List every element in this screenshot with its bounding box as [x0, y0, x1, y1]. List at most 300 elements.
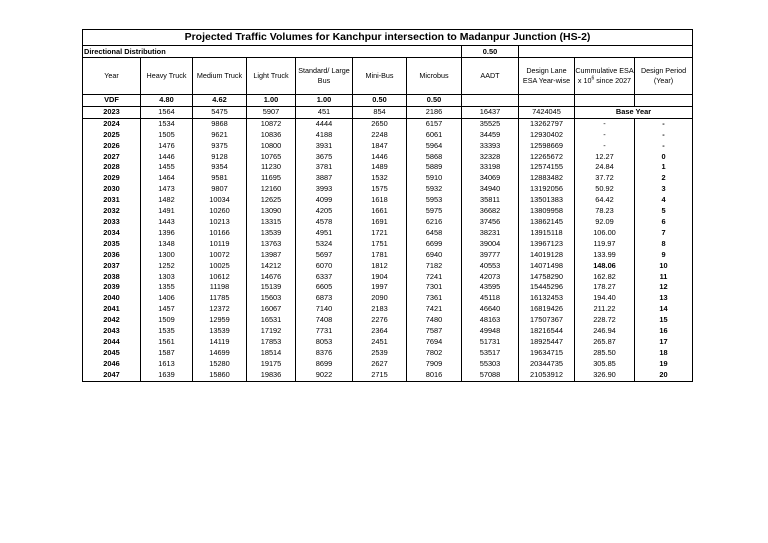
cell-microbus: 7182 — [407, 261, 462, 272]
cell-aadt: 40553 — [462, 261, 519, 272]
cell-large-bus: 4951 — [296, 228, 353, 239]
header-mini-bus: Mini-Bus — [353, 58, 407, 95]
cell-year: 2030 — [83, 184, 141, 195]
cell-year: 2045 — [83, 348, 141, 359]
cell-mini-bus: 1812 — [353, 261, 407, 272]
cell-year: 2037 — [83, 261, 141, 272]
cell-cumulative-esa: - — [575, 141, 635, 152]
cell-mini-bus: 2276 — [353, 315, 407, 326]
cell-heavy-truck: 1561 — [141, 337, 193, 348]
cell-mini-bus: 2248 — [353, 130, 407, 141]
cell-microbus: 7587 — [407, 326, 462, 337]
table-row — [83, 228, 693, 239]
cell-cumulative-esa: 194.40 — [575, 293, 635, 304]
cell-medium-truck: 10034 — [193, 195, 247, 206]
cell-aadt: 35525 — [462, 118, 519, 129]
cell-design-period: - — [635, 130, 693, 141]
cell-design-lane-esa: 12930402 — [519, 130, 575, 141]
cell-light-truck: 11230 — [247, 162, 296, 173]
cell-large-bus: 3887 — [296, 173, 353, 184]
cell-mini-bus: 1691 — [353, 217, 407, 228]
cell-large-bus: 4099 — [296, 195, 353, 206]
cell-design-period: 6 — [635, 217, 693, 228]
header-large-bus: Standard/ Large Bus — [296, 58, 353, 95]
header-cumulative-esa: Cummulative ESA x $10^6$ since 2027 — [575, 58, 635, 95]
table-row — [83, 118, 693, 129]
cell-design-period: 5 — [635, 206, 693, 217]
table-row — [83, 195, 693, 206]
cell-microbus: 6699 — [407, 239, 462, 250]
cell-large-bus: 4205 — [296, 206, 353, 217]
cell-heavy-truck: 1505 — [141, 130, 193, 141]
cell-year: 2028 — [83, 162, 141, 173]
cell-cumulative-esa: 133.99 — [575, 250, 635, 261]
vdf-empty — [462, 95, 519, 107]
cell-design-lane-esa: 17507367 — [519, 315, 575, 326]
cell-aadt: 35811 — [462, 195, 519, 206]
cell-light-truck: 19836 — [247, 370, 296, 381]
cell-heavy-truck: 1252 — [141, 261, 193, 272]
cell-light-truck: 14212 — [247, 261, 296, 272]
cell-light-truck: 10872 — [247, 118, 296, 129]
directional-distribution-label: Directional Distribution — [83, 46, 407, 58]
cell-year: 2041 — [83, 304, 141, 315]
cell-year: 2032 — [83, 206, 141, 217]
cell-design-lane-esa: 12883482 — [519, 173, 575, 184]
cell-microbus: 7694 — [407, 337, 462, 348]
cell-design-lane-esa: 13915118 — [519, 228, 575, 239]
cell-large-bus: 4188 — [296, 130, 353, 141]
cell-heavy-truck: 1464 — [141, 173, 193, 184]
cell-heavy-truck: 1482 — [141, 195, 193, 206]
table-row — [83, 130, 693, 141]
cell-heavy-truck: 1473 — [141, 184, 193, 195]
cell-design-lane-esa: 14019128 — [519, 250, 575, 261]
table-row — [83, 106, 693, 118]
cell-aadt: 32328 — [462, 152, 519, 163]
cell-microbus: 7361 — [407, 293, 462, 304]
cell-design-lane-esa: 13809958 — [519, 206, 575, 217]
header-medium-truck: Medium Truck — [193, 58, 247, 95]
cell-cumulative-esa: 305.85 — [575, 359, 635, 370]
cell-aadt: 51731 — [462, 337, 519, 348]
cell-large-bus: 451 — [296, 106, 353, 118]
cell-medium-truck: 9354 — [193, 162, 247, 173]
cell-year: 2023 — [83, 106, 141, 118]
cell-heavy-truck: 1535 — [141, 326, 193, 337]
cell-cumulative-esa: - — [575, 118, 635, 129]
cell-design-lane-esa: 13501383 — [519, 195, 575, 206]
cell-light-truck: 15603 — [247, 293, 296, 304]
cell-design-lane-esa: 7424045 — [519, 106, 575, 118]
cell-light-truck: 5907 — [247, 106, 296, 118]
directional-distribution-value: 0.50 — [462, 46, 519, 58]
cell-year: 2043 — [83, 326, 141, 337]
cell-aadt: 16437 — [462, 106, 519, 118]
cell-design-lane-esa: 12574155 — [519, 162, 575, 173]
cell-year: 2035 — [83, 239, 141, 250]
header-aadt: AADT — [462, 58, 519, 95]
vdf-large-bus: 1.00 — [296, 95, 353, 107]
cell-aadt: 34940 — [462, 184, 519, 195]
cell-microbus: 5964 — [407, 141, 462, 152]
cell-light-truck: 10800 — [247, 141, 296, 152]
table-body — [83, 106, 693, 381]
cell-light-truck: 18514 — [247, 348, 296, 359]
header-year: Year — [83, 58, 141, 95]
cell-large-bus: 6070 — [296, 261, 353, 272]
cell-heavy-truck: 1491 — [141, 206, 193, 217]
cell-microbus: 7802 — [407, 348, 462, 359]
cell-heavy-truck: 1348 — [141, 239, 193, 250]
cell-medium-truck: 10072 — [193, 250, 247, 261]
cell-design-period: 1 — [635, 162, 693, 173]
cell-heavy-truck: 1534 — [141, 118, 193, 129]
cell-heavy-truck: 1564 — [141, 106, 193, 118]
cell-design-lane-esa: 14758290 — [519, 272, 575, 283]
cell-design-period: - — [635, 141, 693, 152]
cell-cumulative-esa: 64.42 — [575, 195, 635, 206]
cell-light-truck: 13539 — [247, 228, 296, 239]
cell-light-truck: 12160 — [247, 184, 296, 195]
cell-design-lane-esa: 18216544 — [519, 326, 575, 337]
cell-mini-bus: 1847 — [353, 141, 407, 152]
cell-large-bus: 4444 — [296, 118, 353, 129]
cell-design-lane-esa: 15445296 — [519, 282, 575, 293]
cell-year: 2034 — [83, 228, 141, 239]
traffic-volume-table — [82, 29, 693, 382]
cell-design-period: - — [635, 118, 693, 129]
cell-medium-truck: 9375 — [193, 141, 247, 152]
table-row — [83, 315, 693, 326]
cell-design-period: 11 — [635, 272, 693, 283]
table-row — [83, 348, 693, 359]
cell-microbus: 7421 — [407, 304, 462, 315]
cell-medium-truck: 9807 — [193, 184, 247, 195]
cell-cumulative-esa: 24.84 — [575, 162, 635, 173]
cell-medium-truck: 5475 — [193, 106, 247, 118]
cell-mini-bus: 2650 — [353, 118, 407, 129]
vdf-microbus: 0.50 — [407, 95, 462, 107]
table-row — [83, 162, 693, 173]
cell-year: 2047 — [83, 370, 141, 381]
cell-design-period: 9 — [635, 250, 693, 261]
cell-design-period: 0 — [635, 152, 693, 163]
cell-mini-bus: 854 — [353, 106, 407, 118]
spacer-cell — [519, 46, 693, 58]
cell-large-bus: 5697 — [296, 250, 353, 261]
cell-large-bus: 7731 — [296, 326, 353, 337]
cell-microbus: 6157 — [407, 118, 462, 129]
cell-cumulative-esa: 326.90 — [575, 370, 635, 381]
cell-design-lane-esa: 13192056 — [519, 184, 575, 195]
cell-year: 2046 — [83, 359, 141, 370]
cell-aadt: 39777 — [462, 250, 519, 261]
cell-aadt: 55303 — [462, 359, 519, 370]
base-year-label: Base Year — [575, 106, 693, 118]
cell-heavy-truck: 1457 — [141, 304, 193, 315]
cell-medium-truck: 9581 — [193, 173, 247, 184]
cell-large-bus: 3931 — [296, 141, 353, 152]
cell-year: 2040 — [83, 293, 141, 304]
vdf-empty — [575, 95, 635, 107]
cell-medium-truck: 10166 — [193, 228, 247, 239]
vdf-label: VDF — [83, 95, 141, 107]
cell-year: 2026 — [83, 141, 141, 152]
cell-light-truck: 16531 — [247, 315, 296, 326]
cell-mini-bus: 2539 — [353, 348, 407, 359]
cell-design-period: 16 — [635, 326, 693, 337]
cell-heavy-truck: 1476 — [141, 141, 193, 152]
cell-year: 2036 — [83, 250, 141, 261]
cell-aadt: 57088 — [462, 370, 519, 381]
cell-large-bus: 8699 — [296, 359, 353, 370]
vdf-light-truck: 1.00 — [247, 95, 296, 107]
cell-mini-bus: 2627 — [353, 359, 407, 370]
cell-medium-truck: 15280 — [193, 359, 247, 370]
cell-large-bus: 4578 — [296, 217, 353, 228]
cell-cumulative-esa: 162.82 — [575, 272, 635, 283]
cell-aadt: 43595 — [462, 282, 519, 293]
cell-light-truck: 13987 — [247, 250, 296, 261]
cell-cumulative-esa: 78.23 — [575, 206, 635, 217]
cell-year: 2031 — [83, 195, 141, 206]
cell-aadt: 49948 — [462, 326, 519, 337]
cell-cumulative-esa: 92.09 — [575, 217, 635, 228]
cell-design-lane-esa: 16132453 — [519, 293, 575, 304]
cell-design-period: 20 — [635, 370, 693, 381]
cell-heavy-truck: 1446 — [141, 152, 193, 163]
header-design-lane-esa: Design Lane ESA Year-wise — [519, 58, 575, 95]
cell-microbus: 5932 — [407, 184, 462, 195]
cell-light-truck: 14676 — [247, 272, 296, 283]
cell-microbus: 7480 — [407, 315, 462, 326]
cell-microbus: 5975 — [407, 206, 462, 217]
cell-mini-bus: 2090 — [353, 293, 407, 304]
cell-light-truck: 15139 — [247, 282, 296, 293]
table-row — [83, 141, 693, 152]
cell-aadt: 34459 — [462, 130, 519, 141]
cell-large-bus: 3781 — [296, 162, 353, 173]
cell-design-lane-esa: 16819426 — [519, 304, 575, 315]
cell-design-period: 2 — [635, 173, 693, 184]
cell-aadt: 42073 — [462, 272, 519, 283]
cell-mini-bus: 1446 — [353, 152, 407, 163]
cell-heavy-truck: 1355 — [141, 282, 193, 293]
vdf-mini-bus: 0.50 — [353, 95, 407, 107]
cell-cumulative-esa: 285.50 — [575, 348, 635, 359]
cell-medium-truck: 10025 — [193, 261, 247, 272]
cell-design-period: 3 — [635, 184, 693, 195]
cell-microbus: 8016 — [407, 370, 462, 381]
cell-medium-truck: 12372 — [193, 304, 247, 315]
cell-light-truck: 13315 — [247, 217, 296, 228]
cell-design-period: 10 — [635, 261, 693, 272]
cell-aadt: 33393 — [462, 141, 519, 152]
cell-mini-bus: 1904 — [353, 272, 407, 283]
cell-medium-truck: 11198 — [193, 282, 247, 293]
cell-aadt: 45118 — [462, 293, 519, 304]
cell-large-bus: 6605 — [296, 282, 353, 293]
cell-large-bus: 6337 — [296, 272, 353, 283]
cell-design-lane-esa: 13862145 — [519, 217, 575, 228]
table-row — [83, 272, 693, 283]
cell-year: 2025 — [83, 130, 141, 141]
table-row — [83, 152, 693, 163]
header-heavy-truck: Heavy Truck — [141, 58, 193, 95]
cell-large-bus: 9022 — [296, 370, 353, 381]
cell-design-period: 13 — [635, 293, 693, 304]
table-row — [83, 282, 693, 293]
cell-cumulative-esa: 178.27 — [575, 282, 635, 293]
cell-design-lane-esa: 21053912 — [519, 370, 575, 381]
cell-year: 2038 — [83, 272, 141, 283]
cell-medium-truck: 10213 — [193, 217, 247, 228]
cell-light-truck: 13090 — [247, 206, 296, 217]
table-row — [83, 261, 693, 272]
cell-large-bus: 3993 — [296, 184, 353, 195]
cell-medium-truck: 14119 — [193, 337, 247, 348]
cell-aadt: 38231 — [462, 228, 519, 239]
cell-heavy-truck: 1303 — [141, 272, 193, 283]
cell-microbus: 5910 — [407, 173, 462, 184]
cell-design-lane-esa: 18925447 — [519, 337, 575, 348]
cell-aadt: 33198 — [462, 162, 519, 173]
cell-medium-truck: 9128 — [193, 152, 247, 163]
cell-aadt: 37456 — [462, 217, 519, 228]
cell-microbus: 6061 — [407, 130, 462, 141]
cell-microbus: 5868 — [407, 152, 462, 163]
cell-design-period: 15 — [635, 315, 693, 326]
cell-mini-bus: 2183 — [353, 304, 407, 315]
cell-heavy-truck: 1443 — [141, 217, 193, 228]
cell-mini-bus: 1997 — [353, 282, 407, 293]
cell-design-lane-esa: 20344735 — [519, 359, 575, 370]
cell-medium-truck: 10119 — [193, 239, 247, 250]
cell-aadt: 53517 — [462, 348, 519, 359]
cell-medium-truck: 10260 — [193, 206, 247, 217]
cell-design-period: 18 — [635, 348, 693, 359]
cell-medium-truck: 12959 — [193, 315, 247, 326]
cell-microbus: 6216 — [407, 217, 462, 228]
cell-large-bus: 7140 — [296, 304, 353, 315]
cell-aadt: 46640 — [462, 304, 519, 315]
cell-design-period: 14 — [635, 304, 693, 315]
cell-year: 2039 — [83, 282, 141, 293]
cell-large-bus: 6873 — [296, 293, 353, 304]
cell-mini-bus: 1532 — [353, 173, 407, 184]
cell-medium-truck: 15860 — [193, 370, 247, 381]
cell-microbus: 6940 — [407, 250, 462, 261]
cell-cumulative-esa: 211.22 — [575, 304, 635, 315]
table-row — [83, 293, 693, 304]
cell-mini-bus: 2364 — [353, 326, 407, 337]
table-row — [83, 206, 693, 217]
cell-aadt: 36682 — [462, 206, 519, 217]
cell-medium-truck: 13539 — [193, 326, 247, 337]
vdf-medium-truck: 4.62 — [193, 95, 247, 107]
table-row — [83, 217, 693, 228]
cell-medium-truck: 10612 — [193, 272, 247, 283]
cell-heavy-truck: 1406 — [141, 293, 193, 304]
cell-medium-truck: 14699 — [193, 348, 247, 359]
cell-design-lane-esa: 19634715 — [519, 348, 575, 359]
cell-medium-truck: 9621 — [193, 130, 247, 141]
cell-mini-bus: 2715 — [353, 370, 407, 381]
cell-cumulative-esa: - — [575, 130, 635, 141]
cell-light-truck: 19175 — [247, 359, 296, 370]
cell-heavy-truck: 1300 — [141, 250, 193, 261]
cell-mini-bus: 1721 — [353, 228, 407, 239]
vdf-heavy-truck: 4.80 — [141, 95, 193, 107]
cell-mini-bus: 1618 — [353, 195, 407, 206]
cell-design-period: 12 — [635, 282, 693, 293]
cell-light-truck: 10765 — [247, 152, 296, 163]
cell-microbus: 7241 — [407, 272, 462, 283]
cell-heavy-truck: 1396 — [141, 228, 193, 239]
cell-year: 2029 — [83, 173, 141, 184]
cell-light-truck: 13763 — [247, 239, 296, 250]
cell-aadt: 34069 — [462, 173, 519, 184]
cell-microbus: 2186 — [407, 106, 462, 118]
cell-large-bus: 8053 — [296, 337, 353, 348]
cell-medium-truck: 11785 — [193, 293, 247, 304]
cell-microbus: 6458 — [407, 228, 462, 239]
cell-design-period: 8 — [635, 239, 693, 250]
table-title: Projected Traffic Volumes for Kanchpur intersection to Madanpur Junction (HS-2) — [83, 30, 693, 46]
cell-aadt: 39004 — [462, 239, 519, 250]
cell-mini-bus: 1489 — [353, 162, 407, 173]
cell-large-bus: 7408 — [296, 315, 353, 326]
vdf-empty — [519, 95, 575, 107]
table-row — [83, 326, 693, 337]
cell-design-lane-esa: 12265672 — [519, 152, 575, 163]
cell-design-period: 19 — [635, 359, 693, 370]
table-row — [83, 250, 693, 261]
cell-microbus: 5889 — [407, 162, 462, 173]
cell-design-period: 7 — [635, 228, 693, 239]
cell-design-period: 17 — [635, 337, 693, 348]
cell-year: 2027 — [83, 152, 141, 163]
cell-large-bus: 8376 — [296, 348, 353, 359]
header-design-period: Design Period (Year) — [635, 58, 693, 95]
cell-heavy-truck: 1509 — [141, 315, 193, 326]
header-light-truck: Light Truck — [247, 58, 296, 95]
cell-light-truck: 16067 — [247, 304, 296, 315]
cell-year: 2044 — [83, 337, 141, 348]
cell-light-truck: 17192 — [247, 326, 296, 337]
cell-heavy-truck: 1587 — [141, 348, 193, 359]
cell-cumulative-esa: 246.94 — [575, 326, 635, 337]
spacer-cell — [407, 46, 462, 58]
cell-microbus: 5953 — [407, 195, 462, 206]
table-row — [83, 370, 693, 381]
cell-mini-bus: 1661 — [353, 206, 407, 217]
cell-cumulative-esa: 148.06 — [575, 261, 635, 272]
cell-aadt: 48163 — [462, 315, 519, 326]
table-row — [83, 359, 693, 370]
cell-microbus: 7909 — [407, 359, 462, 370]
cell-microbus: 7301 — [407, 282, 462, 293]
cell-heavy-truck: 1639 — [141, 370, 193, 381]
table-row — [83, 239, 693, 250]
cell-mini-bus: 1751 — [353, 239, 407, 250]
cell-mini-bus: 2451 — [353, 337, 407, 348]
cell-design-lane-esa: 14071498 — [519, 261, 575, 272]
cell-cumulative-esa: 106.00 — [575, 228, 635, 239]
cell-light-truck: 12625 — [247, 195, 296, 206]
cell-mini-bus: 1781 — [353, 250, 407, 261]
